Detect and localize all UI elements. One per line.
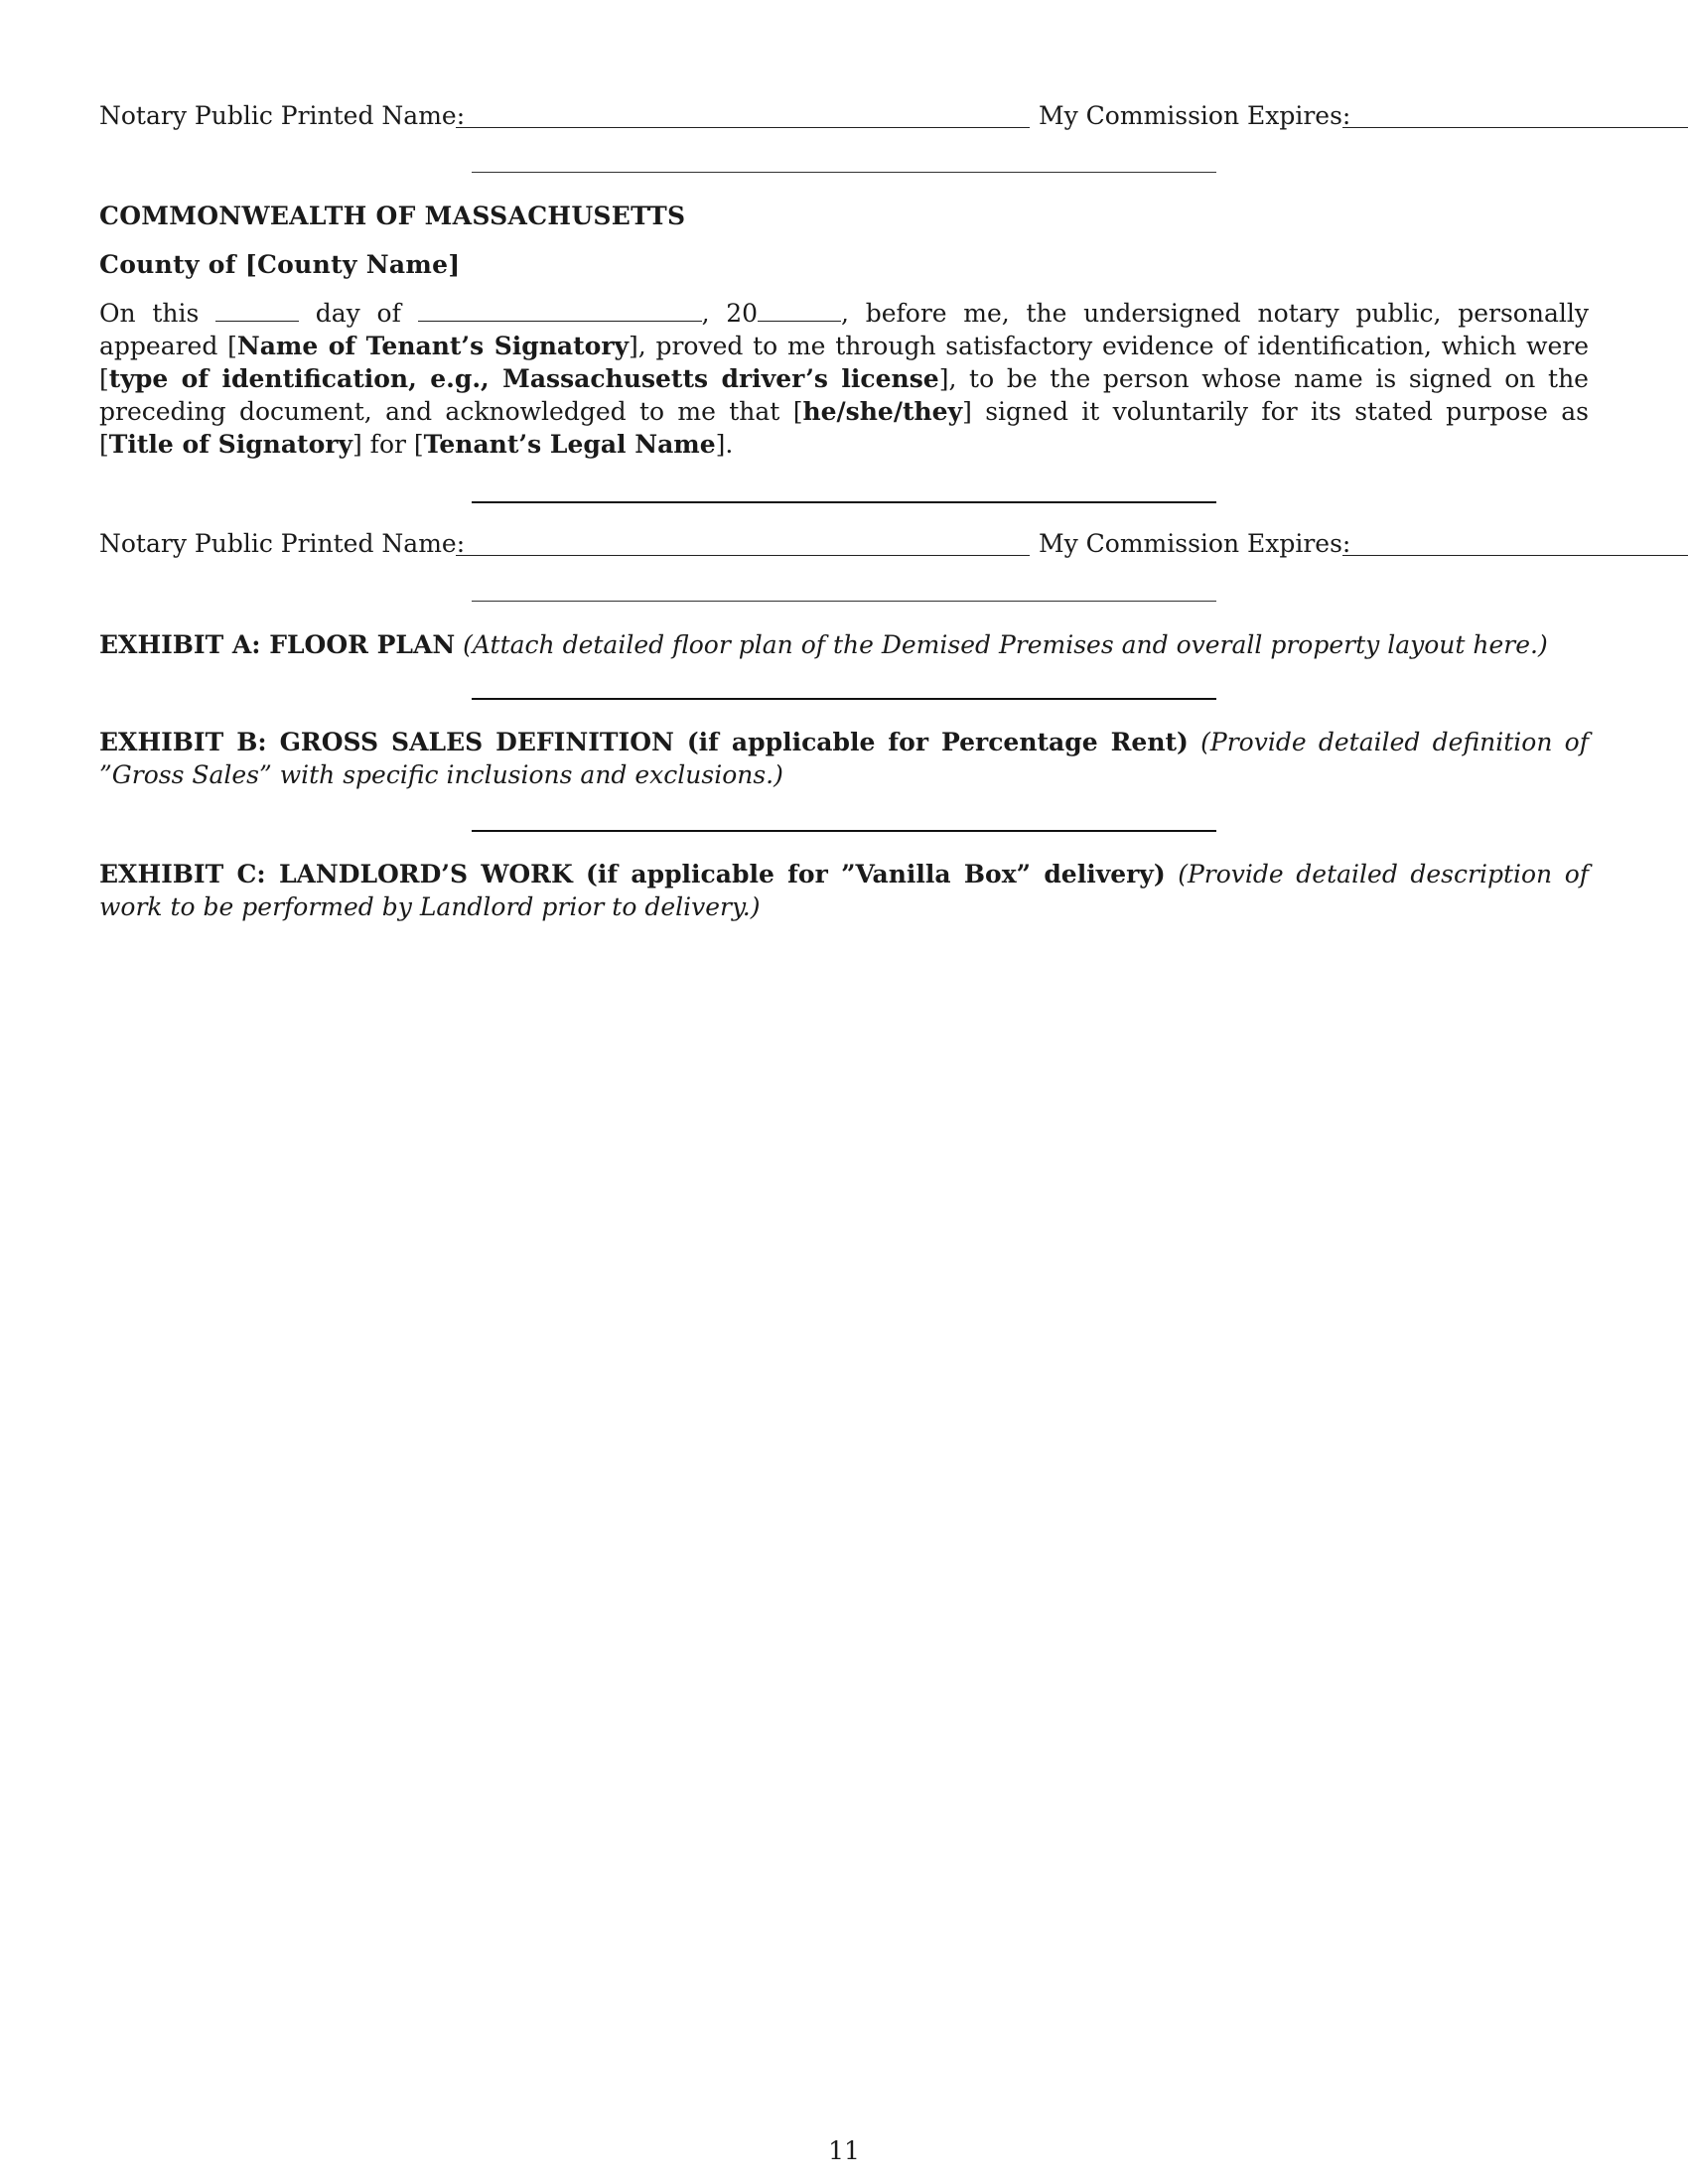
- ack-for: ] for [: [352, 430, 424, 459]
- exhibit-b-title: EXHIBIT B: GROSS SALES DEFINITION (if applicable for Percentage Rent): [99, 728, 1189, 756]
- exhibit-a: [99, 628, 1589, 661]
- commission-expires-label: My Commission Expires:: [1039, 101, 1351, 130]
- section-divider: [472, 601, 1216, 602]
- commonwealth-heading: COMMONWEALTH OF MASSACHUSETTS: [99, 202, 686, 230]
- exhibit-c: [99, 858, 1589, 923]
- commission-expires-blank: [1342, 555, 1688, 556]
- ack-day-of: day of: [315, 299, 401, 328]
- notary-line-1: [99, 99, 1688, 133]
- year-blank: [758, 299, 841, 322]
- county-heading: County of [County Name]: [99, 250, 461, 279]
- section-divider: [472, 830, 1216, 832]
- ack-legal-name: Tenant’s Legal Name: [423, 430, 716, 459]
- ack-end: ].: [715, 430, 734, 459]
- notary-printed-name-label: Notary Public Printed Name:: [99, 101, 466, 130]
- notary-printed-name-blank: [456, 555, 1030, 556]
- notary-printed-name-label: Notary Public Printed Name:: [99, 529, 466, 558]
- section-divider: [472, 698, 1216, 700]
- ack-on-this: On this: [99, 299, 200, 328]
- ack-proved: ], proved to me through satisfactory evidence of identification, which were [: [99, 332, 1590, 393]
- ack-pronoun: he/she/they: [802, 397, 963, 426]
- acknowledgment-paragraph: [99, 297, 1589, 461]
- ack-person-whose: ], to be the person whose name is signed on the preceding document, and acknowledged to me that [: [99, 364, 1589, 426]
- ack-before-me: , before me, the undersigned notary public, personally appeared [: [99, 299, 1589, 360]
- day-blank: [215, 299, 299, 322]
- exhibit-b: [99, 726, 1589, 791]
- exhibit-c-title: EXHIBIT C: LANDLORD’S WORK (if applicable for ”Vanilla Box” delivery): [99, 860, 1166, 888]
- exhibit-a-note: (Attach detailed floor plan of the Demised Premises and overall property layout here.): [463, 630, 1548, 659]
- page-number: 11: [828, 2136, 860, 2165]
- exhibit-a-title: EXHIBIT A: FLOOR PLAN: [99, 630, 456, 659]
- exhibit-c-note: (Provide detailed description of work to be performed by Landlord prior to delivery.): [99, 860, 1590, 921]
- notary-line-2: [99, 527, 1688, 561]
- commission-expires-blank: [1342, 127, 1688, 128]
- ack-signatory-name: Name of Tenant’s Signatory: [236, 332, 630, 360]
- ack-id-type: type of identification, e.g., Massachusetts driver’s license: [108, 364, 939, 393]
- notary-printed-name-blank: [456, 127, 1030, 128]
- exhibit-b-note: (Provide detailed definition of ”Gross Sales” with specific inclusions and exclusions.): [99, 728, 1589, 789]
- ack-signed-it: ] signed it voluntarily for its stated purpose as [: [99, 397, 1589, 459]
- commission-expires-label: My Commission Expires:: [1039, 529, 1351, 558]
- ack-title: Title of Signatory: [108, 430, 352, 459]
- section-divider: [472, 172, 1216, 173]
- ack-comma-twenty: , 20: [701, 299, 759, 328]
- month-blank: [418, 299, 702, 322]
- signature-line: [472, 501, 1216, 503]
